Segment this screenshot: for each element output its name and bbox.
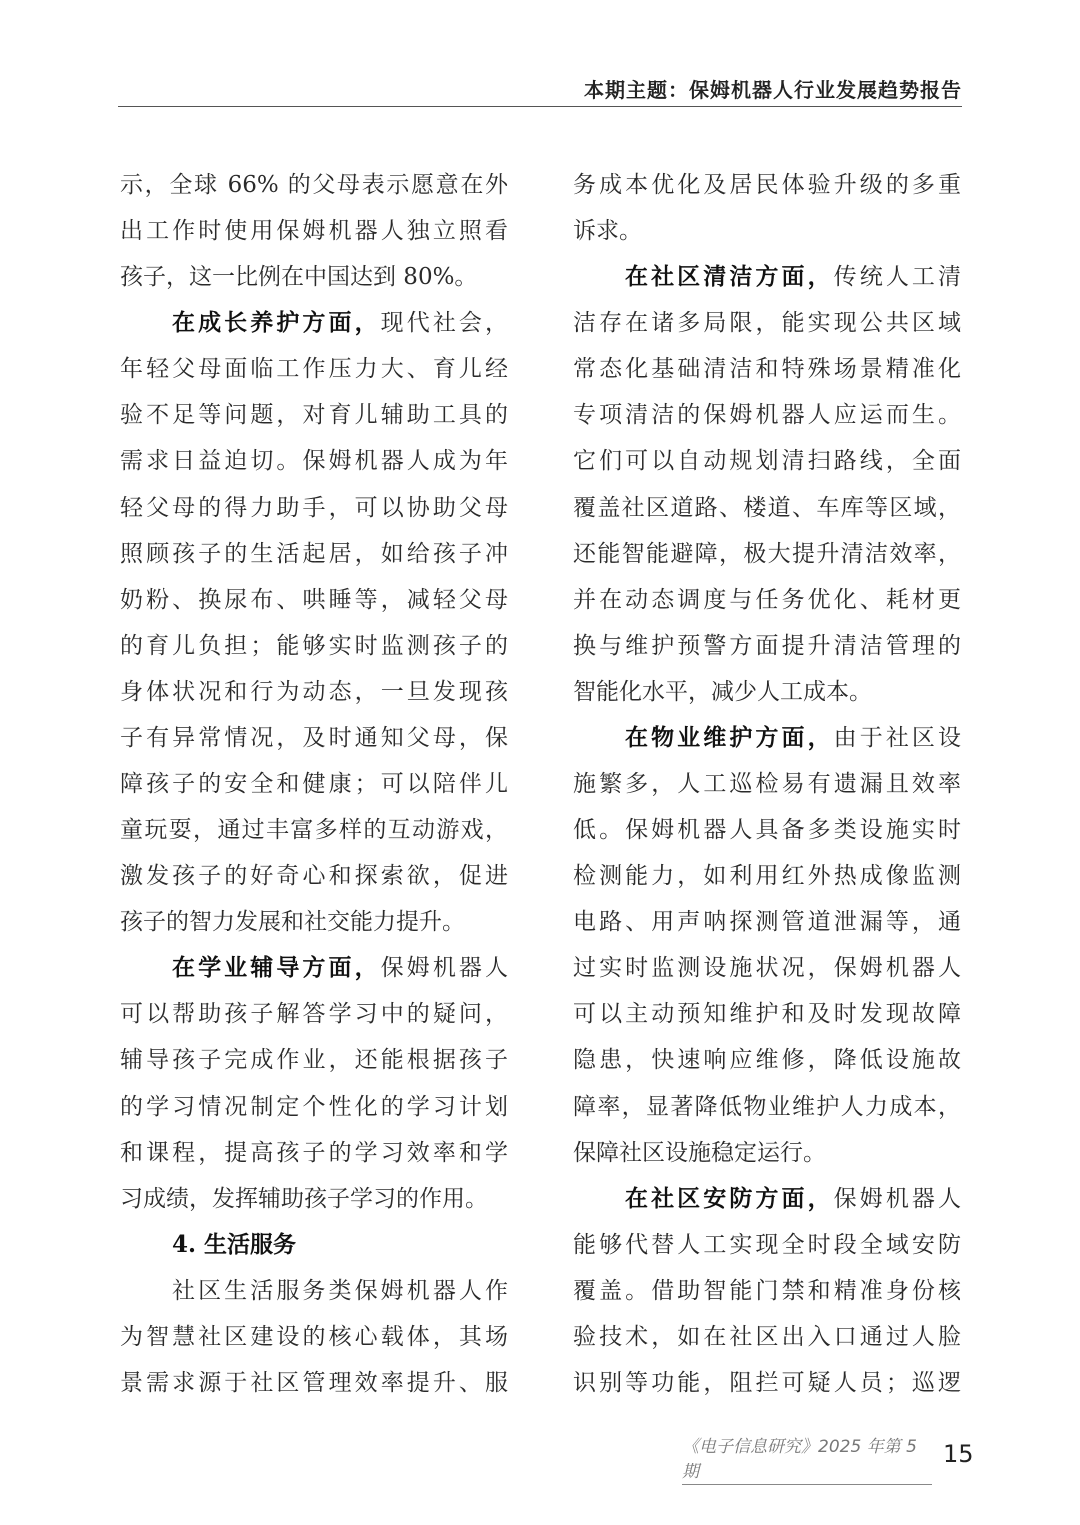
text-line bbox=[573, 945, 961, 991]
line-text: 习成绩，发挥辅助孩子学习的作用。 bbox=[120, 1185, 488, 1212]
line-text: 电路、用声呐探测管道泄漏等，通 bbox=[573, 909, 961, 936]
line-text: 保姆机器人 bbox=[833, 1185, 962, 1212]
text-line bbox=[120, 485, 508, 531]
text-line bbox=[573, 485, 961, 531]
text-line bbox=[120, 899, 508, 945]
text-line bbox=[573, 1037, 961, 1083]
text-line bbox=[573, 1360, 961, 1406]
line-text: 洁存在诸多局限，能实现公共区域 bbox=[573, 310, 961, 337]
footer-journal-info: 《电子信息研究》2025 年第 5 期 bbox=[682, 1432, 932, 1485]
line-text: 障率，显著降低物业维护人力成本， bbox=[573, 1093, 961, 1120]
paragraph-heading: 在物业维护方面， bbox=[625, 723, 834, 751]
paragraph-heading: 在成长养护方面， bbox=[172, 309, 381, 337]
line-text: 示，全球 66% 的父母表示愿意在外 bbox=[120, 172, 508, 198]
text-line bbox=[120, 669, 508, 715]
paragraph-heading: 在社区清洁方面， bbox=[625, 263, 834, 291]
text-line bbox=[120, 991, 508, 1037]
text-line bbox=[573, 1176, 961, 1222]
text-line bbox=[573, 531, 961, 577]
line-text: 专项清洁的保姆机器人应运而生。 bbox=[573, 402, 961, 429]
text-line bbox=[120, 254, 508, 300]
text-line bbox=[573, 1222, 961, 1268]
line-text: 辅导孩子完成作业，还能根据孩子 bbox=[120, 1047, 508, 1074]
line-text: 年轻父母面临工作压力大、育儿经 bbox=[120, 356, 508, 383]
line-text: 的育儿负担；能够实时监测孩子的 bbox=[120, 632, 508, 659]
page-number: 15 bbox=[943, 1440, 974, 1468]
line-text: 由于社区设 bbox=[833, 724, 962, 751]
line-text: 并在动态调度与任务优化、耗材更 bbox=[573, 586, 961, 613]
text-line bbox=[120, 1268, 508, 1314]
line-text: 奶粉、换尿布、哄睡等，减轻父母 bbox=[120, 586, 508, 613]
paragraph-heading: 4. 生活服务 bbox=[172, 1230, 297, 1258]
text-line bbox=[120, 1360, 508, 1406]
text-line bbox=[120, 623, 508, 669]
text-line bbox=[573, 577, 961, 623]
line-text: 障孩子的安全和健康；可以陪伴儿 bbox=[120, 771, 508, 798]
text-line bbox=[120, 392, 508, 438]
text-line bbox=[573, 1268, 961, 1314]
line-text: 传统人工清 bbox=[833, 264, 962, 291]
line-text: 童玩耍，通过丰富多样的互动游戏， bbox=[120, 817, 508, 844]
line-text: 过实时监测设施状况，保姆机器人 bbox=[573, 955, 961, 982]
text-line bbox=[573, 300, 961, 346]
line-text: 换与维护预警方面提升清洁管理的 bbox=[573, 632, 961, 659]
text-line bbox=[120, 346, 508, 392]
text-line bbox=[120, 208, 508, 254]
line-text: 检测能力，如利用红外热成像监测 bbox=[573, 863, 961, 890]
text-line bbox=[573, 1130, 961, 1176]
line-text: 激发孩子的好奇心和探索欲，促进 bbox=[120, 863, 508, 890]
text-line bbox=[120, 300, 508, 346]
line-text: 轻父母的得力助手，可以协助父母 bbox=[120, 494, 508, 521]
line-text: 务成本优化及居民体验升级的多重 bbox=[573, 172, 961, 198]
left-column bbox=[120, 162, 508, 1406]
line-text: 孩子，这一比例在中国达到 80%。 bbox=[120, 264, 478, 291]
text-line bbox=[120, 945, 508, 991]
line-text: 验不足等问题，对育儿辅助工具的 bbox=[120, 402, 508, 429]
header-title: 本期主题：保姆机器人行业发展趋势报告 bbox=[584, 78, 962, 102]
text-line bbox=[573, 899, 961, 945]
text-line bbox=[573, 162, 961, 208]
line-text: 还能智能避障，极大提升清洁效率， bbox=[573, 540, 961, 567]
line-text: 低。保姆机器人具备多类设施实时 bbox=[573, 817, 961, 844]
text-line bbox=[120, 761, 508, 807]
line-text: 可以主动预知维护和及时发现故障 bbox=[573, 1001, 961, 1028]
paragraph-heading: 在社区安防方面， bbox=[625, 1184, 834, 1212]
text-line bbox=[120, 1084, 508, 1130]
text-line bbox=[120, 438, 508, 484]
paragraph-heading: 在学业辅导方面， bbox=[172, 954, 381, 982]
text-line bbox=[573, 1314, 961, 1360]
line-text: 照顾孩子的生活起居，如给孩子冲 bbox=[120, 540, 508, 567]
text-line bbox=[120, 807, 508, 853]
text-line bbox=[573, 254, 961, 300]
text-line bbox=[120, 577, 508, 623]
line-text: 子有异常情况，及时通知父母，保 bbox=[120, 724, 508, 751]
text-line bbox=[573, 1084, 961, 1130]
line-text: 为智慧社区建设的核心载体，其场 bbox=[120, 1323, 508, 1350]
text-line bbox=[573, 392, 961, 438]
text-line bbox=[573, 807, 961, 853]
text-line bbox=[120, 715, 508, 761]
text-line bbox=[573, 991, 961, 1037]
line-text: 出工作时使用保姆机器人独立照看 bbox=[120, 218, 508, 245]
text-line bbox=[120, 1222, 508, 1268]
line-text: 可以帮助孩子解答学习中的疑问， bbox=[120, 1001, 508, 1028]
line-text: 隐患，快速响应维修，降低设施故 bbox=[573, 1047, 961, 1074]
line-text: 常态化基础清洁和特殊场景精准化 bbox=[573, 356, 961, 383]
text-line bbox=[120, 1176, 508, 1222]
line-text: 智能化水平，减少人工成本。 bbox=[573, 678, 872, 705]
line-text: 景需求源于社区管理效率提升、服 bbox=[120, 1370, 508, 1397]
text-line bbox=[120, 1037, 508, 1083]
text-line bbox=[120, 531, 508, 577]
text-line bbox=[120, 1314, 508, 1360]
line-text: 验技术，如在社区出入口通过人脸 bbox=[573, 1323, 961, 1350]
line-text: 保姆机器人 bbox=[380, 955, 509, 982]
line-text: 和课程，提高孩子的学习效率和学 bbox=[120, 1139, 508, 1166]
text-line bbox=[120, 162, 508, 208]
line-text: 它们可以自动规划清扫路线，全面 bbox=[573, 448, 961, 475]
text-line bbox=[573, 853, 961, 899]
line-text: 现代社会， bbox=[380, 310, 509, 337]
running-header bbox=[118, 72, 962, 107]
line-text: 能够代替人工实现全时段全域安防 bbox=[573, 1231, 961, 1258]
text-line bbox=[573, 623, 961, 669]
line-text: 的学习情况制定个性化的学习计划 bbox=[120, 1093, 508, 1120]
text-line bbox=[573, 761, 961, 807]
line-text: 覆盖。借助智能门禁和精准身份核 bbox=[573, 1277, 961, 1304]
text-line bbox=[120, 1130, 508, 1176]
text-line bbox=[573, 438, 961, 484]
line-text: 社区生活服务类保姆机器人作 bbox=[172, 1277, 508, 1304]
line-text: 孩子的智力发展和社交能力提升。 bbox=[120, 909, 465, 936]
line-text: 施繁多，人工巡检易有遗漏且效率 bbox=[573, 771, 961, 798]
line-text: 身体状况和行为动态，一旦发现孩 bbox=[120, 678, 508, 705]
text-line bbox=[573, 346, 961, 392]
line-text: 需求日益迫切。保姆机器人成为年 bbox=[120, 448, 508, 475]
text-line bbox=[573, 715, 961, 761]
text-line bbox=[120, 853, 508, 899]
right-column bbox=[573, 162, 961, 1406]
text-line bbox=[573, 669, 961, 715]
line-text: 识别等功能，阻拦可疑人员；巡逻 bbox=[573, 1370, 961, 1397]
line-text: 保障社区设施稳定运行。 bbox=[573, 1139, 826, 1166]
line-text: 诉求。 bbox=[573, 218, 642, 245]
line-text: 覆盖社区道路、楼道、车库等区域， bbox=[573, 494, 961, 521]
text-line bbox=[573, 208, 961, 254]
